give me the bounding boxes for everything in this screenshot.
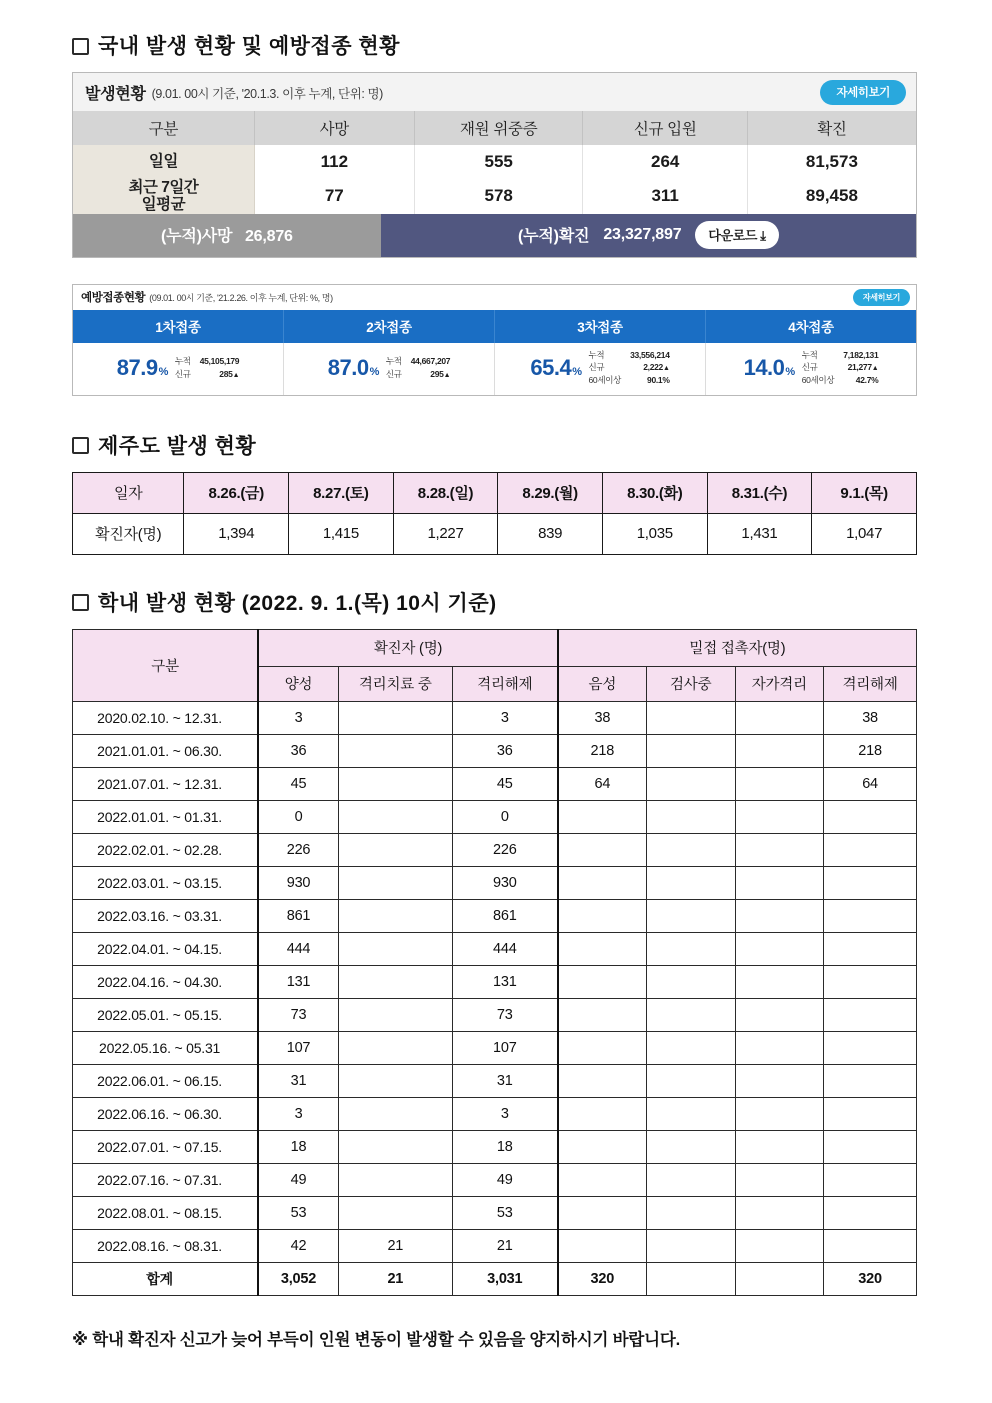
school-row-period: 2022.08.01. ~ 08.15.	[73, 1196, 259, 1229]
occurrence-col-2: 재원 위중증	[414, 111, 583, 145]
table-row	[73, 833, 917, 866]
occurrence-col-3: 신규 입원	[583, 111, 747, 145]
jeju-date-6: 9.1.(목)	[812, 472, 917, 513]
table-row	[73, 899, 917, 932]
school-cell-2: 53	[452, 1196, 558, 1229]
school-cell-5	[735, 734, 824, 767]
school-cell-2: 3	[452, 1097, 558, 1130]
school-cell-1	[338, 899, 452, 932]
table-row	[73, 998, 917, 1031]
school-cell-2: 107	[452, 1031, 558, 1064]
school-cell-6	[824, 1163, 917, 1196]
school-cell-4	[646, 998, 735, 1031]
vaccination-percent-4	[744, 355, 795, 381]
stat-value: 45,105,179	[199, 356, 240, 367]
percent-unit-2: %	[369, 366, 379, 379]
school-cell-4	[646, 1262, 735, 1295]
stat-value: 33,556,214	[630, 349, 670, 360]
jeju-value-4: 1,035	[602, 513, 707, 554]
occurrence-row0-newadmit: 264	[583, 145, 747, 179]
school-cell-1	[338, 866, 452, 899]
stat-label: 60세이상	[588, 375, 622, 386]
school-cell-6	[824, 866, 917, 899]
school-row-period: 2022.01.01. ~ 01.31.	[73, 800, 259, 833]
stat-value: 42.7%	[855, 375, 879, 386]
jeju-date-0: 8.26.(금)	[184, 472, 289, 513]
school-cell-0: 861	[258, 899, 338, 932]
school-cell-4	[646, 767, 735, 800]
table-row	[73, 513, 917, 554]
school-cell-2: 3	[452, 701, 558, 734]
occurrence-detail-button[interactable]: 자세히보기	[820, 80, 906, 105]
stat-label: 60세이상	[801, 375, 835, 386]
occurrence-row0-label: 일일	[73, 145, 254, 179]
school-cell-0: 131	[258, 965, 338, 998]
school-cell-4	[646, 1097, 735, 1130]
vaccination-dose-label-3: 3차접종	[495, 310, 706, 343]
school-cell-6: 320	[824, 1262, 917, 1295]
school-cell-3	[558, 1130, 647, 1163]
cumulative-death-label: (누적)사망	[160, 227, 233, 245]
occurrence-row0-critical: 555	[414, 145, 583, 179]
school-cell-6	[824, 1064, 917, 1097]
percent-unit-4: %	[785, 366, 795, 379]
school-cell-1	[338, 1031, 452, 1064]
vaccination-percent-value-1: 87.9	[116, 355, 158, 381]
school-cell-6	[824, 1229, 917, 1262]
school-cell-2: 3,031	[452, 1262, 558, 1295]
school-group-contact: 밀접 접촉자(명)	[558, 629, 917, 666]
school-cell-0: 53	[258, 1196, 338, 1229]
stat-label: 신규	[801, 362, 818, 373]
school-cell-0: 0	[258, 800, 338, 833]
school-cell-5	[735, 833, 824, 866]
school-cell-3: 320	[558, 1262, 647, 1295]
school-cell-4	[646, 1031, 735, 1064]
section-heading-jeju-label: 제주도 발생 현황	[98, 434, 257, 458]
school-cell-3	[558, 965, 647, 998]
table-row	[73, 767, 917, 800]
school-cell-2: 31	[452, 1064, 558, 1097]
school-cell-1	[338, 1163, 452, 1196]
school-cell-4	[646, 866, 735, 899]
school-cell-3	[558, 1064, 647, 1097]
school-cell-4	[646, 701, 735, 734]
vaccination-subtitle: (09.01. 00시 기준, '21.2.26. 이후 누계, 단위: %, 명)	[149, 292, 333, 303]
school-cell-2: 21	[452, 1229, 558, 1262]
occurrence-col-1: 사망	[254, 111, 414, 145]
school-cell-5	[735, 1196, 824, 1229]
stat-label: 신규	[174, 368, 191, 379]
section-heading-domestic	[72, 30, 930, 60]
vaccination-dose-cell-1	[73, 343, 284, 395]
table-row	[73, 932, 917, 965]
school-cell-3	[558, 1229, 647, 1262]
jeju-status-table	[72, 472, 917, 555]
school-cell-1	[338, 998, 452, 1031]
occurrence-row1-label-line1: 최근 7일간	[128, 179, 199, 196]
school-cell-0: 226	[258, 833, 338, 866]
occurrence-subtitle: (9.01. 00시 기준, '20.1.3. 이후 누계, 단위: 명)	[151, 86, 383, 101]
school-cell-1	[338, 932, 452, 965]
school-row-period: 2022.07.01. ~ 07.15.	[73, 1130, 259, 1163]
stat-label: 신규	[385, 368, 402, 379]
vaccination-stats-3	[588, 350, 669, 387]
jeju-value-5: 1,431	[707, 513, 812, 554]
table-row	[73, 1229, 917, 1262]
school-cell-4	[646, 1064, 735, 1097]
school-header-group-row	[73, 629, 917, 666]
stat-label: 누적	[801, 349, 818, 360]
table-row	[73, 1163, 917, 1196]
school-cell-2: 18	[452, 1130, 558, 1163]
table-row	[73, 1031, 917, 1064]
stat-value: 21,277▲	[847, 362, 879, 373]
school-cell-5	[735, 1130, 824, 1163]
school-cell-6	[824, 833, 917, 866]
occurrence-row1-newadmit: 311	[583, 179, 747, 214]
school-cell-4	[646, 932, 735, 965]
school-cell-4	[646, 833, 735, 866]
occurrence-col-0: 구분	[73, 111, 254, 145]
school-cell-4	[646, 800, 735, 833]
school-cell-5	[735, 701, 824, 734]
cumulative-death-panel	[73, 214, 381, 257]
vaccination-title: 예방접종현황	[81, 292, 146, 305]
school-cell-0: 107	[258, 1031, 338, 1064]
occurrence-footer	[73, 214, 916, 257]
school-cell-0: 18	[258, 1130, 338, 1163]
jeju-header-row	[73, 472, 917, 513]
school-cell-1	[338, 701, 452, 734]
stat-value: 44,667,207	[410, 356, 451, 367]
school-row-period: 2022.06.16. ~ 06.30.	[73, 1097, 259, 1130]
school-cell-2: 49	[452, 1163, 558, 1196]
school-subcol-0: 양성	[258, 666, 338, 701]
vaccination-stats-1	[175, 356, 239, 381]
school-cell-1: 21	[338, 1229, 452, 1262]
section-heading-school-label: 학내 발생 현황 (2022. 9. 1.(목) 10시 기준)	[98, 591, 497, 615]
school-cell-6	[824, 800, 917, 833]
school-row-period: 2022.03.01. ~ 03.15.	[73, 866, 259, 899]
school-cell-1	[338, 800, 452, 833]
school-group-confirmed: 확진자 (명)	[258, 629, 558, 666]
school-row-period: 2022.07.16. ~ 07.31.	[73, 1163, 259, 1196]
school-cell-0: 49	[258, 1163, 338, 1196]
jeju-date-1: 8.27.(토)	[289, 472, 394, 513]
stat-label: 누적	[588, 349, 605, 360]
jeju-date-2: 8.28.(일)	[393, 472, 498, 513]
school-subcol-3: 음성	[558, 666, 647, 701]
school-cell-3	[558, 1196, 647, 1229]
jeju-value-6: 1,047	[812, 513, 917, 554]
school-cell-6: 38	[824, 701, 917, 734]
table-row	[73, 701, 917, 734]
vaccination-dose-label-1: 1차접종	[73, 310, 284, 343]
school-cell-5	[735, 767, 824, 800]
school-row-period: 2022.04.16. ~ 04.30.	[73, 965, 259, 998]
school-cell-2: 73	[452, 998, 558, 1031]
school-cell-5	[735, 1262, 824, 1295]
school-cell-0: 73	[258, 998, 338, 1031]
school-cell-3	[558, 833, 647, 866]
cumulative-confirmed-label: (누적)확진	[518, 228, 590, 246]
school-cell-2: 861	[452, 899, 558, 932]
school-cell-1	[338, 1064, 452, 1097]
school-cell-0: 930	[258, 866, 338, 899]
cumulative-death-value: 26,876	[244, 227, 293, 245]
school-cell-5	[735, 1097, 824, 1130]
vaccination-percent-value-2: 87.0	[327, 355, 369, 381]
cumulative-confirmed-panel	[381, 214, 916, 257]
school-cell-1	[338, 1130, 452, 1163]
table-row	[73, 800, 917, 833]
jeju-date-3: 8.29.(월)	[498, 472, 603, 513]
jeju-date-5: 8.31.(수)	[707, 472, 812, 513]
school-cell-0: 45	[258, 767, 338, 800]
vaccination-dose-label-2: 2차접종	[284, 310, 495, 343]
table-row	[73, 1196, 917, 1229]
vaccination-dose-cell-2	[284, 343, 495, 395]
school-cell-4	[646, 1229, 735, 1262]
stat-value: 2,222▲	[643, 362, 670, 373]
school-cell-0: 42	[258, 1229, 338, 1262]
vaccination-stats-4	[802, 350, 879, 387]
school-cell-3: 64	[558, 767, 647, 800]
school-cell-4	[646, 965, 735, 998]
occurrence-row1-label-line2: 일평균	[141, 196, 186, 214]
table-row	[73, 734, 917, 767]
school-cell-6	[824, 1196, 917, 1229]
occurrence-row1-critical: 578	[414, 179, 583, 214]
school-cell-3	[558, 1097, 647, 1130]
school-cell-1	[338, 1097, 452, 1130]
school-cell-0: 3,052	[258, 1262, 338, 1295]
vaccination-dose-cell-3	[495, 343, 706, 395]
school-row-period: 2021.07.01. ~ 12.31.	[73, 767, 259, 800]
school-cell-4	[646, 899, 735, 932]
stat-label: 누적	[174, 356, 191, 367]
school-cell-6	[824, 1097, 917, 1130]
vaccination-dose-bar	[73, 310, 916, 343]
jeju-value-1: 1,415	[289, 513, 394, 554]
school-cell-3: 38	[558, 701, 647, 734]
cumulative-confirmed-value: 23,327,897	[603, 225, 682, 243]
table-row	[73, 1130, 917, 1163]
school-cell-1	[338, 767, 452, 800]
school-subcol-4: 검사중	[646, 666, 735, 701]
vaccination-percent-2	[328, 355, 379, 381]
stat-label: 누적	[385, 356, 402, 367]
school-cell-2: 226	[452, 833, 558, 866]
school-row-period: 2022.08.16. ~ 08.31.	[73, 1229, 259, 1262]
school-cell-5	[735, 1064, 824, 1097]
school-cell-3	[558, 932, 647, 965]
school-row-period: 2022.05.01. ~ 05.15.	[73, 998, 259, 1031]
jeju-date-4: 8.30.(화)	[602, 472, 707, 513]
download-button[interactable]: 다운로드 ⤓	[695, 221, 778, 249]
vaccination-dose-label-4: 4차접종	[788, 319, 834, 335]
occurrence-table	[73, 111, 916, 214]
school-cell-6: 218	[824, 734, 917, 767]
vaccination-detail-button[interactable]: 자세히보기	[853, 289, 910, 306]
section-heading-jeju	[72, 430, 930, 460]
school-cell-2: 36	[452, 734, 558, 767]
school-cell-0: 3	[258, 1097, 338, 1130]
jeju-row-header: 일자	[73, 472, 184, 513]
occurrence-row0-confirmed: 81,573	[747, 145, 916, 179]
school-cell-5	[735, 1163, 824, 1196]
school-cell-6	[824, 998, 917, 1031]
occurrence-table-header-row	[73, 111, 916, 145]
school-cell-2: 930	[452, 866, 558, 899]
checkbox-icon	[72, 38, 89, 55]
checkbox-icon	[72, 594, 89, 611]
school-status-table	[72, 629, 917, 1296]
vaccination-dose-values	[73, 343, 916, 395]
vaccination-card-header	[73, 285, 916, 310]
school-cell-0: 31	[258, 1064, 338, 1097]
school-cell-5	[735, 1229, 824, 1262]
stat-value: 90.1%	[647, 375, 670, 386]
school-cell-6	[824, 965, 917, 998]
jeju-value-0: 1,394	[184, 513, 289, 554]
school-table-body	[73, 701, 917, 1295]
table-row	[73, 179, 916, 214]
jeju-value-label: 확진자(명)	[73, 513, 184, 554]
school-cell-1	[338, 965, 452, 998]
school-subcol-6: 격리해제	[824, 666, 917, 701]
school-row-period: 2022.04.01. ~ 04.15.	[73, 932, 259, 965]
school-cell-3	[558, 899, 647, 932]
school-cell-5	[735, 1031, 824, 1064]
school-cell-2: 131	[452, 965, 558, 998]
jeju-value-3: 839	[498, 513, 603, 554]
school-cell-3	[558, 998, 647, 1031]
table-row	[73, 866, 917, 899]
section-heading-school	[72, 587, 930, 617]
school-cell-5	[735, 932, 824, 965]
school-row-period: 2022.02.01. ~ 02.28.	[73, 833, 259, 866]
occurrence-status-card	[72, 72, 917, 258]
school-subcol-1: 격리치료 중	[338, 666, 452, 701]
school-cell-6	[824, 1031, 917, 1064]
school-cell-2: 444	[452, 932, 558, 965]
school-cell-4	[646, 1196, 735, 1229]
school-col-group-label: 구분	[73, 629, 259, 701]
school-row-period: 2021.01.01. ~ 06.30.	[73, 734, 259, 767]
vaccination-percent-value-3: 65.4	[530, 355, 572, 381]
stat-value: 285▲	[219, 368, 240, 379]
school-cell-5	[735, 998, 824, 1031]
stat-label: 신규	[588, 362, 605, 373]
school-cell-1: 21	[338, 1262, 452, 1295]
occurrence-title: 발생현황	[85, 86, 146, 103]
school-cell-1	[338, 734, 452, 767]
occurrence-row1-label	[73, 179, 254, 214]
stat-value: 295▲	[430, 368, 451, 379]
school-cell-5	[735, 899, 824, 932]
jeju-value-2: 1,227	[393, 513, 498, 554]
table-row	[73, 145, 916, 179]
vaccination-dose-cell-4	[706, 343, 916, 395]
school-subcol-5: 자가격리	[735, 666, 824, 701]
school-cell-3	[558, 800, 647, 833]
occurrence-row0-death: 112	[254, 145, 414, 179]
percent-unit-1: %	[158, 366, 168, 379]
school-cell-4	[646, 1163, 735, 1196]
school-cell-5	[735, 800, 824, 833]
school-cell-0: 3	[258, 701, 338, 734]
school-row-period: 2022.05.16. ~ 05.31	[73, 1031, 259, 1064]
occurrence-col-4: 확진	[747, 111, 916, 145]
school-cell-3: 218	[558, 734, 647, 767]
table-row	[73, 1097, 917, 1130]
stat-value: 7,182,131	[843, 349, 879, 360]
section-heading-domestic-label: 국내 발생 현황 및 예방접종 현황	[98, 35, 400, 58]
school-cell-4	[646, 1130, 735, 1163]
school-total-row	[73, 1262, 917, 1295]
school-cell-6	[824, 1130, 917, 1163]
school-cell-1	[338, 833, 452, 866]
occurrence-card-header	[73, 73, 916, 111]
school-cell-0: 36	[258, 734, 338, 767]
vaccination-percent-1	[117, 355, 168, 381]
school-row-period: 2022.03.16. ~ 03.31.	[73, 899, 259, 932]
school-total-label: 합계	[73, 1262, 259, 1295]
school-subcol-2: 격리해제	[452, 666, 558, 701]
footnote: ※ 학내 확진자 신고가 늦어 부득이 인원 변동이 발생할 수 있음을 양지하시기 바랍니다.	[72, 1330, 680, 1349]
school-cell-1	[338, 1196, 452, 1229]
school-cell-3	[558, 866, 647, 899]
school-row-period: 2022.06.01. ~ 06.15.	[73, 1064, 259, 1097]
school-cell-0: 444	[258, 932, 338, 965]
checkbox-icon	[72, 437, 89, 454]
vaccination-percent-value-4: 14.0	[743, 355, 785, 381]
table-row	[73, 965, 917, 998]
percent-unit-3: %	[572, 366, 582, 379]
school-cell-5	[735, 965, 824, 998]
school-cell-3	[558, 1163, 647, 1196]
school-cell-6	[824, 932, 917, 965]
school-row-period: 2020.02.10. ~ 12.31.	[73, 701, 259, 734]
school-cell-2: 45	[452, 767, 558, 800]
school-cell-3	[558, 1031, 647, 1064]
occurrence-row1-death: 77	[254, 179, 414, 214]
occurrence-row1-confirmed: 89,458	[747, 179, 916, 214]
table-row	[73, 1064, 917, 1097]
school-cell-5	[735, 866, 824, 899]
school-cell-6	[824, 899, 917, 932]
vaccination-stats-2	[386, 356, 450, 381]
school-cell-4	[646, 734, 735, 767]
school-cell-6: 64	[824, 767, 917, 800]
vaccination-percent-3	[530, 355, 581, 381]
school-cell-2: 0	[452, 800, 558, 833]
vaccination-status-card	[72, 284, 917, 396]
